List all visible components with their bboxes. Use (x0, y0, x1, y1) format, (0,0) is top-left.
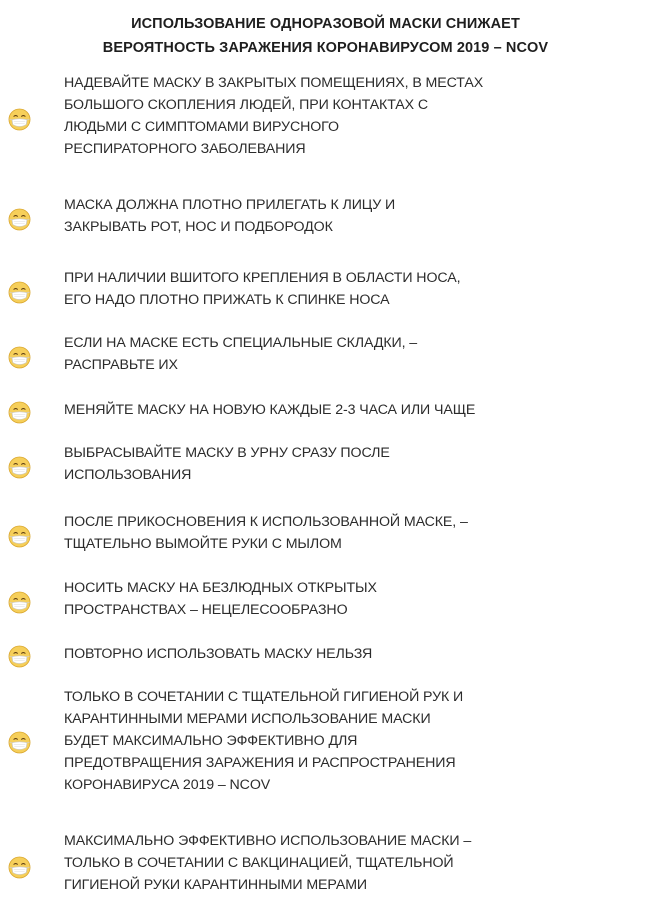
list-item-text (64, 830, 644, 896)
list-item-line: РАСПРАВЬТЕ ИХ (64, 357, 178, 373)
list-item-line: ПРИ НАЛИЧИИ ВШИТОГО КРЕПЛЕНИЯ В ОБЛАСТИ НОСА, (64, 270, 461, 286)
face-with-medical-mask-icon (8, 456, 31, 479)
list-item-line: ТЩАТЕЛЬНО ВЫМОЙТЕ РУКИ С МЫЛОМ (64, 536, 342, 552)
list-item-line: РЕСПИРАТОРНОГО ЗАБОЛЕВАНИЯ (64, 141, 306, 157)
list-item-line: БОЛЬШОГО СКОПЛЕНИЯ ЛЮДЕЙ, ПРИ КОНТАКТАХ С (64, 97, 429, 113)
title-line-1: ИСПОЛЬЗОВАНИЕ ОДНОРАЗОВОЙ МАСКИ СНИЖАЕТ (131, 16, 520, 32)
face-with-medical-mask-icon (8, 208, 31, 231)
list-item-text (64, 72, 644, 160)
list-item-text (64, 442, 644, 486)
list-item-line: НАДЕВАЙТЕ МАСКУ В ЗАКРЫТЫХ ПОМЕЩЕНИЯХ, В МЕСТАХ (64, 75, 484, 91)
list-item-line: КАРАНТИННЫМИ МЕРАМИ ИСПОЛЬЗОВАНИЕ МАСКИ (64, 711, 431, 727)
list-item-line: МЕНЯЙТЕ МАСКУ НА НОВУЮ КАЖДЫЕ 2-3 ЧАСА ИЛИ ЧАЩЕ (64, 402, 476, 418)
title-line-2: ВЕРОЯТНОСТЬ ЗАРАЖЕНИЯ КОРОНАВИРУСОМ 2019 – NCOV (102, 40, 549, 56)
face-with-medical-mask-icon (8, 645, 31, 668)
list-item-line: ГИГИЕНОЙ РУКИ КАРАНТИННЫМИ МЕРАМИ (64, 877, 368, 893)
face-with-medical-mask-icon (8, 281, 31, 304)
list-item-line: НОСИТЬ МАСКУ НА БЕЗЛЮДНЫХ ОТКРЫТЫХ (64, 580, 377, 596)
list-item-line: ЗАКРЫВАТЬ РОТ, НОС И ПОДБОРОДОК (64, 219, 333, 235)
list-item-line: ПРЕДОТВРАЩЕНИЯ ЗАРАЖЕНИЯ И РАСПРОСТРАНЕНИЯ (64, 755, 456, 771)
face-with-medical-mask-icon (8, 525, 31, 548)
list-item-text (64, 511, 644, 555)
list-item-text (64, 686, 644, 796)
face-with-medical-mask-icon (8, 108, 31, 131)
face-with-medical-mask-icon (8, 591, 31, 614)
list-item-line: ЛЮДЬМИ С СИМПТОМАМИ ВИРУСНОГО (64, 119, 339, 135)
list-item-text (64, 399, 644, 421)
list-item-line: БУДЕТ МАКСИМАЛЬНО ЭФФЕКТИВНО ДЛЯ (64, 733, 358, 749)
page-title (0, 12, 651, 60)
list-item-line: ТОЛЬКО В СОЧЕТАНИИ С ТЩАТЕЛЬНОЙ ГИГИЕНОЙ РУК И (64, 689, 464, 705)
list-item-text (64, 194, 644, 238)
list-item-line: ЕГО НАДО ПЛОТНО ПРИЖАТЬ К СПИНКЕ НОСА (64, 292, 390, 308)
list-item-line: ПОВТОРНО ИСПОЛЬЗОВАТЬ МАСКУ НЕЛЬЗЯ (64, 646, 373, 662)
list-item-text (64, 643, 644, 665)
face-with-medical-mask-icon (8, 401, 31, 424)
face-with-medical-mask-icon (8, 731, 31, 754)
list-item-text (64, 267, 644, 311)
list-item-line: МАКСИМАЛЬНО ЭФФЕКТИВНО ИСПОЛЬЗОВАНИЕ МАСКИ – (64, 833, 472, 849)
list-item-text (64, 577, 644, 621)
list-item-line: ЕСЛИ НА МАСКЕ ЕСТЬ СПЕЦИАЛЬНЫЕ СКЛАДКИ, – (64, 335, 418, 351)
list-item-line: ПОСЛЕ ПРИКОСНОВЕНИЯ К ИСПОЛЬЗОВАННОЙ МАСКЕ, – (64, 514, 468, 530)
list-item-line: КОРОНАВИРУСА 2019 – NCOV (64, 777, 271, 793)
face-with-medical-mask-icon (8, 856, 31, 879)
list-item-line: ИСПОЛЬЗОВАНИЯ (64, 467, 192, 483)
list-item-line: ПРОСТРАНСТВАХ – НЕЦЕЛЕСООБРАЗНО (64, 602, 348, 618)
list-item-line: ТОЛЬКО В СОЧЕТАНИИ С ВАКЦИНАЦИЕЙ, ТЩАТЕЛЬНОЙ (64, 855, 454, 871)
list-item-line: МАСКА ДОЛЖНА ПЛОТНО ПРИЛЕГАТЬ К ЛИЦУ И (64, 197, 396, 213)
face-with-medical-mask-icon (8, 346, 31, 369)
list-item-text (64, 332, 644, 376)
list-item-line: ВЫБРАСЫВАЙТЕ МАСКУ В УРНУ СРАЗУ ПОСЛЕ (64, 445, 390, 461)
